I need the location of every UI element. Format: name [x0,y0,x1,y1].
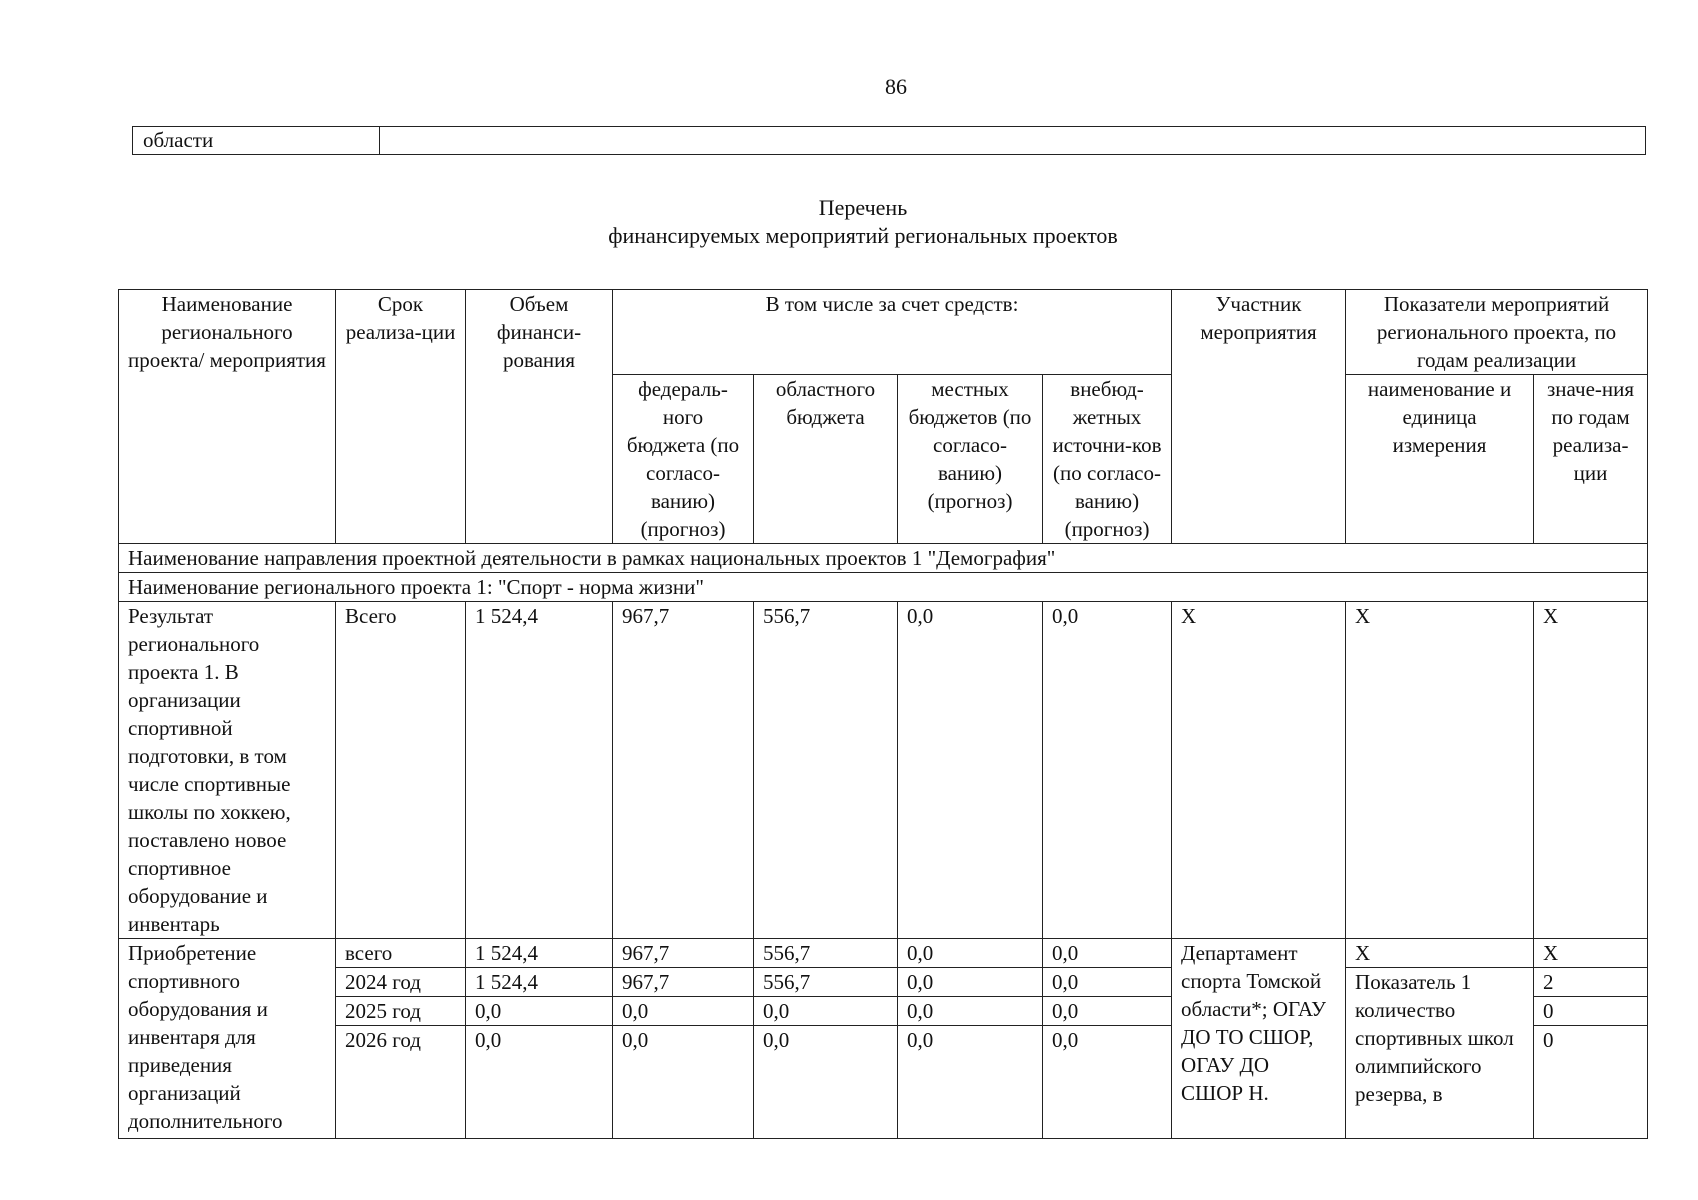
activity-indicator-value: 0 [1534,997,1648,1026]
activity-extrabudget: 0,0 [1043,997,1172,1026]
activity-federal: 967,7 [613,939,754,968]
activity-regional: 0,0 [754,997,898,1026]
header-local: местных бюджетов (по согласо-ванию) (прогноз) [898,375,1043,544]
result-term: Всего [336,602,466,939]
activity-regional: 0,0 [754,1026,898,1139]
direction-row: Наименование направления проектной деятельности в рамках национальных проектов 1 "Демография" [119,544,1648,573]
activity-term: 2024 год [336,968,466,997]
activity-extrabudget: 0,0 [1043,1026,1172,1139]
activity-term: всего [336,939,466,968]
activity-name: Приобретение спортивного оборудования и инвентаря для приведения организаций дополнительного [119,939,336,1139]
header-indicators-group [1346,290,1648,375]
activity-local: 0,0 [898,997,1043,1026]
continuation-cell-left: области [133,127,380,155]
activity-extrabudget: 0,0 [1043,939,1172,968]
activity-term: 2026 год [336,1026,466,1139]
header-indicators-group-text: Показатели мероприятий регионального проекта, по годам реализации [1376,292,1617,372]
activity-federal: 967,7 [613,968,754,997]
header-regional: областного бюджета [754,375,898,544]
section-heading [0,194,1698,250]
activity-local: 0,0 [898,1026,1043,1139]
header-funds-group: В том числе за счет средств: [613,290,1172,375]
projects-table [118,289,1648,1139]
activity-regional: 556,7 [754,968,898,997]
header-federal: федераль-ного бюджета (по согласо-ванию) (прогноз) [613,375,754,544]
header-name: Наименование регионального проекта/ мероприятия [119,290,336,544]
continuation-cell-right [380,127,1646,155]
result-local: 0,0 [898,602,1043,939]
activity-row-2024 [119,968,1648,997]
heading-title: Перечень [818,195,908,220]
header-extrabudget: внебюд-жетных источни-ков (по согласо-ванию) (прогноз) [1043,375,1172,544]
activity-federal: 0,0 [613,1026,754,1139]
header-indicator-values: значе-ния по годам реализа-ции [1534,375,1648,544]
activity-volume: 1 524,4 [466,939,613,968]
activity-local: 0,0 [898,968,1043,997]
activity-indicator-value: X [1534,939,1648,968]
result-participant: X [1172,602,1346,939]
result-indicator-value: X [1534,602,1648,939]
result-extrabudget: 0,0 [1043,602,1172,939]
result-name: Результат регионального проекта 1. В организации спортивной подготовки, в том числе спортивные школы по хоккею, поставлено новое спортивное оборудование и инвентарь [119,602,336,939]
activity-indicator-value: 0 [1534,1026,1648,1139]
result-indicator-name: X [1346,602,1534,939]
activity-indicator-name: Показатель 1 количество спортивных школ олимпийского резерва, в [1346,968,1534,1139]
activity-row-total [119,939,1648,968]
header-participant: Участник мероприятия [1172,290,1346,544]
heading-subtitle: финансируемых мероприятий региональных проектов [608,223,1118,248]
activity-volume: 1 524,4 [466,968,613,997]
header-term: Срок реализа-ции [336,290,466,544]
header-indicator-name: наименование и единица измерения [1346,375,1534,544]
header-volume: Объем финанси-рования [466,290,613,544]
activity-volume: 0,0 [466,997,613,1026]
result-row [119,602,1648,939]
result-regional: 556,7 [754,602,898,939]
continuation-table [132,126,1646,155]
activity-regional: 556,7 [754,939,898,968]
activity-local: 0,0 [898,939,1043,968]
result-federal: 967,7 [613,602,754,939]
activity-indicator-value: 2 [1534,968,1648,997]
project-row: Наименование регионального проекта 1: "Спорт - норма жизни" [119,573,1648,602]
activity-indicator-name-first: X [1346,939,1534,968]
result-volume: 1 524,4 [466,602,613,939]
activity-term: 2025 год [336,997,466,1026]
page-number: 86 [885,74,907,99]
activity-extrabudget: 0,0 [1043,968,1172,997]
activity-federal: 0,0 [613,997,754,1026]
activity-participant: Департамент спорта Томской области*; ОГАУ ДО ТО СШОР, ОГАУ ДО СШОР Н. [1172,939,1346,1139]
activity-volume: 0,0 [466,1026,613,1139]
